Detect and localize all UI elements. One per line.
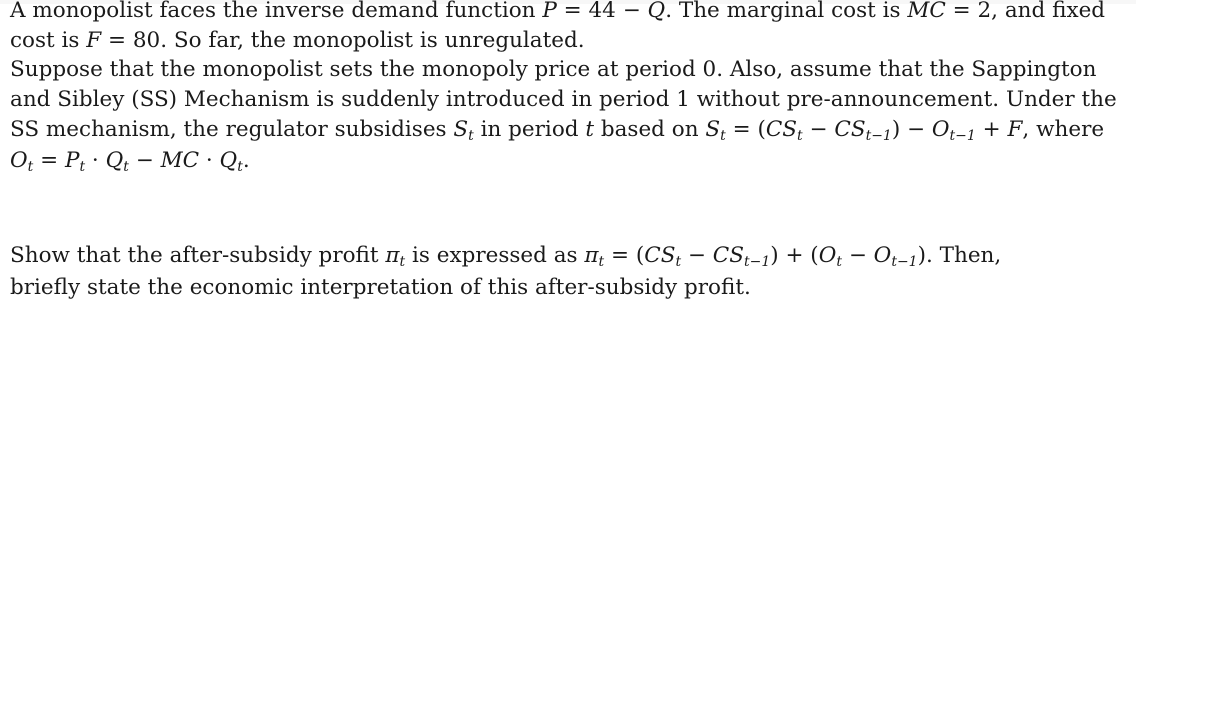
text-line: briefly state the economic interpretation of this after-subsidy profit. (10, 275, 751, 300)
text-line: Show that the after-subsidy profit $\pi_t$ is expressed as $\pi_t = (CS_t - CS_{t-1}) + (O_t - O_{t-1})$. Then, (10, 243, 1002, 270)
text-line: $O_t = P_t \cdot Q_t$ − MC · $Q_t$. (10, 148, 250, 175)
text-line: SS mechanism, the regulator subsidises $S_t$ in period t based on $S_t = (CS_t - CS_{t-1}) - O_{t-1} + F$, where (10, 117, 1105, 144)
text-line: and Sibley (SS) Mechanism is suddenly introduced in period 1 without pre-announcement. Under the (10, 87, 1117, 112)
text-line: Suppose that the monopolist sets the monopoly price at period 0. Also, assume that the Sappington (10, 57, 1097, 82)
text-line: cost is F = 80. So far, the monopolist is unregulated. (10, 28, 585, 53)
text-line: A monopolist faces the inverse demand function P = 44 − Q. The marginal cost is MC = 2, and fixed (10, 0, 1106, 23)
